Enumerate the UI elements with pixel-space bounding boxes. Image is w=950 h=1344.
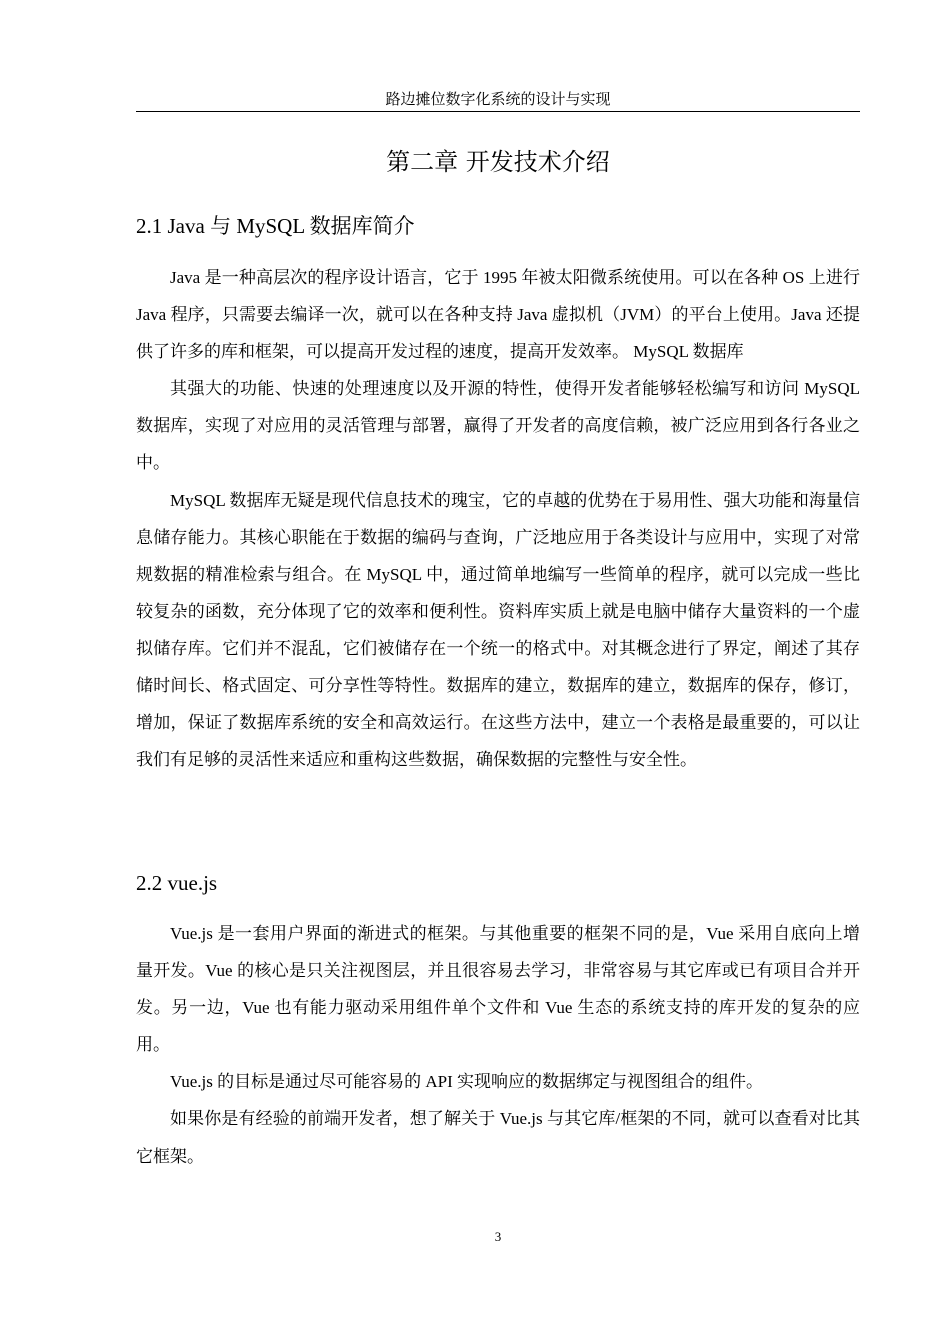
running-header: 路边摊位数字化系统的设计与实现 [385, 92, 611, 108]
section-heading-2-2: 2.2 vue.js [136, 871, 218, 895]
paragraph-java: Java 是一种高层次的程序设计语言，它于 1995 年被太阳微系统使用。可以在各种 OS 上进行 Java 程序，只需要去编译一次，就可以在各种支持 Java 虚拟机（JVM）的平台上使用。Java 还提供了许多的库和框架，可以提高开发过程的速度，提高开发效率。 MySQL 数据库 [136, 268, 860, 362]
section-body-2-1 [136, 259, 860, 778]
paragraph-mysql-database: MySQL 数据库无疑是现代信息技术的瑰宝，它的卓越的优势在于易用性、强大功能和海量信息储存能力。其核心职能在于数据的编码与查询，广泛地应用于各类设计与应用中，实现了对常规数据的精准检索与组合。在 MySQL 中，通过简单地编写一些简单的程序，就可以完成一些比较复杂的函数，充分体现了它的效率和便利性。资料库实质上就是电脑中储存大量资料的一个虚拟储存库。它们并不混乱，它们被储存在一个统一的格式中。对其概念进行了界定，阐述了其存储时间长、格式固定、可分享性等特性。数据库的建立，数据库的建立，数据库的保存，修订，增加，保证了数据库系统的安全和高效运行。在这些方法中，建立一个表格是最重要的，可以让我们有足够的灵活性来适应和重构这些数据，确保数据的完整性与安全性。 [136, 490, 860, 770]
paragraph-vue-goal: Vue.js 的目标是通过尽可能容易的 API 实现响应的数据绑定与视图组合的组件。 [170, 1072, 764, 1092]
document-page [136, 0, 860, 1344]
section-heading-2-1: 2.1 Java 与 MySQL 数据库简介 [136, 214, 415, 238]
page-number: 3 [494, 1229, 502, 1244]
paragraph-mysql-features: 其强大的功能、快速的处理速度以及开源的特性，使得开发者能够轻松编写和访问 MySQL 数据库，实现了对应用的灵活管理与部署，赢得了开发者的高度信赖，被广泛应用到各行各业之中。 [136, 379, 860, 473]
paragraph-vue-compare: 如果你是有经验的前端开发者，想了解关于 Vue.js 与其它库/框架的不同，就可以查看对比其它框架。 [136, 1109, 860, 1166]
chapter-title: 第二章 开发技术介绍 [386, 148, 610, 176]
section-body-2-2 [136, 915, 860, 1175]
paragraph-vue-intro: Vue.js 是一套用户界面的渐进式的框架。与其他重要的框架不同的是，Vue 采用自底向上增量开发。Vue 的核心是只关注视图层，并且很容易去学习，非常容易与其它库或已有项目合并开发。另一边，Vue 也有能力驱动采用组件单个文件和 Vue 生态的系统支持的库开发的复杂的应用。 [136, 924, 860, 1055]
header-rule [136, 111, 860, 112]
